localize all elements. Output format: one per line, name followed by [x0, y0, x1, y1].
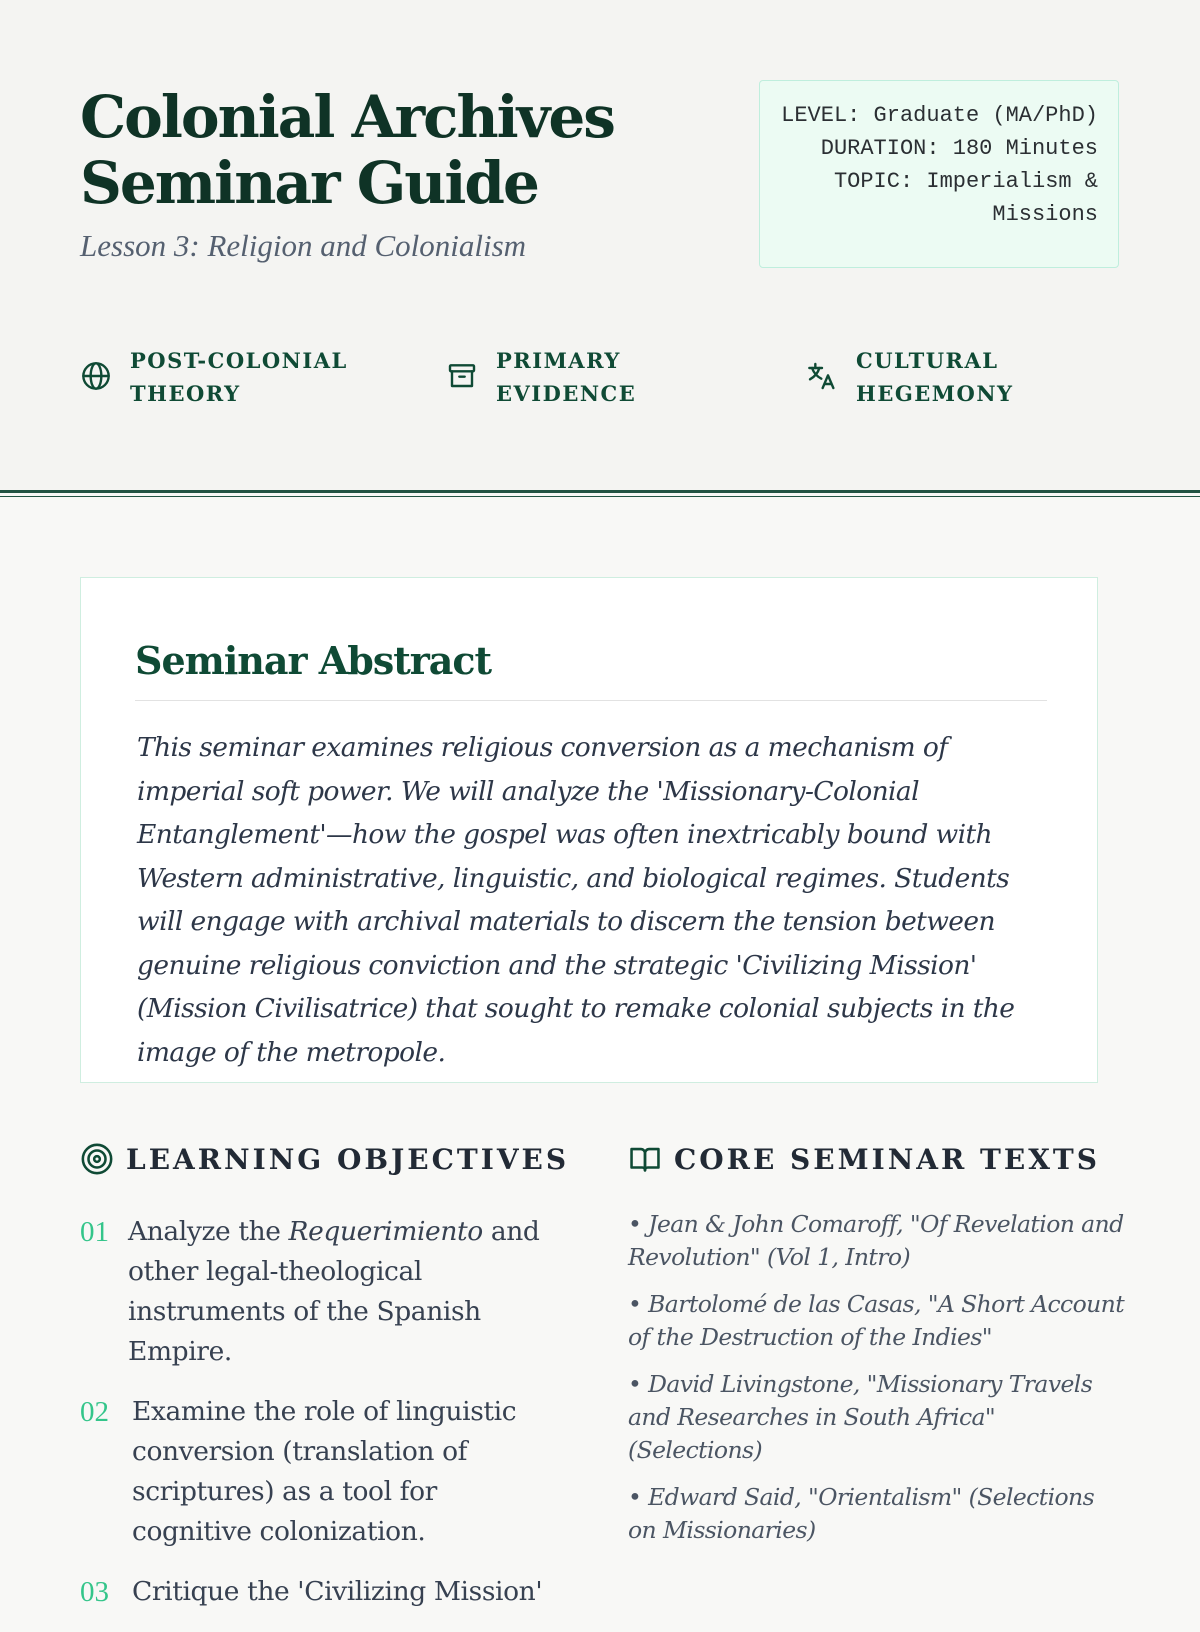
title-line-1: Colonial Archives [80, 83, 614, 151]
objectives-list [80, 1212, 580, 1632]
objective-text: Critique the 'Civilizing Mission' [132, 1576, 543, 1607]
tag-primary-evidence [446, 344, 726, 410]
tag-label: PRIMARY EVIDENCE [496, 348, 637, 406]
translate-icon [806, 360, 838, 392]
objective-text: Examine the role of linguistic conversion (translation of scriptures) as a tool for cognitive colonization. [132, 1396, 517, 1547]
objective-number: 01 [80, 1216, 109, 1248]
lesson-subtitle: Lesson 3: Religion and Colonialism [80, 228, 527, 263]
page-title [80, 84, 680, 216]
open-book-icon [628, 1142, 662, 1176]
meta-topic: TOPIC: Imperialism & Missions [833, 169, 1098, 227]
globe-icon [80, 360, 112, 392]
core-texts-heading-label: CORE SEMINAR TEXTS [674, 1142, 1100, 1176]
archive-box-icon [446, 360, 478, 392]
list-item [80, 1392, 580, 1552]
meta-level: LEVEL: Graduate (MA/PhD) [781, 103, 1098, 128]
objective-number: 02 [80, 1396, 109, 1428]
list-item: • Jean & John Comaroff, "Of Revelation and Revolution" (Vol 1, Intro) [628, 1210, 1124, 1271]
target-icon [80, 1142, 114, 1176]
list-item [80, 1572, 580, 1612]
abstract-heading: Seminar Abstract [135, 638, 492, 683]
objectives-heading [80, 1142, 569, 1176]
core-texts-list [628, 1208, 1128, 1561]
tag-post-colonial-theory [80, 344, 360, 410]
tag-label: POST-COLONIAL THEORY [130, 348, 348, 406]
abstract-rule [135, 700, 1047, 701]
header-divider [0, 490, 1200, 493]
objectives-heading-label: LEARNING OBJECTIVES [126, 1142, 570, 1176]
list-item: • Edward Said, "Orientalism" (Selections on Missionaries) [628, 1483, 1095, 1544]
title-line-2: Seminar Guide [80, 149, 538, 217]
objective-emphasis: Requerimiento [288, 1216, 483, 1247]
list-item [80, 1212, 580, 1372]
list-item: • David Livingstone, "Missionary Travels and Researches in South Africa" (Selections) [628, 1370, 1093, 1464]
objective-text: Analyze the Requerimiento and other legal-theological instruments of the Spanish Empire. [128, 1216, 540, 1367]
objective-number: 03 [80, 1576, 109, 1608]
course-meta-box [759, 80, 1119, 268]
guide-header [0, 0, 1200, 490]
tag-cultural-hegemony [806, 344, 1086, 410]
core-texts-heading [628, 1142, 1100, 1176]
abstract-body: This seminar examines religious conversion as a mechanism of imperial soft power. We will analyze the 'Missionary-Colonial Entanglement'—how the gospel was often inextricably bound with Western administrative, linguistic, and biological regimes. Students will engage with archival materials to discern the tension between genuine religious conviction and the strategic 'Civilizing Mission' (Mission Civilisatrice) that sought to remake colonial subjects in the image of the metropole. [137, 732, 1015, 1068]
tag-label: CULTURAL HEGEMONY [856, 348, 1014, 406]
meta-duration: DURATION: 180 Minutes [820, 136, 1098, 161]
list-item: • Bartolomé de las Casas, "A Short Account of the Destruction of the Indies" [628, 1290, 1125, 1351]
abstract-card [80, 577, 1098, 1083]
header-divider-thin [0, 496, 1200, 497]
